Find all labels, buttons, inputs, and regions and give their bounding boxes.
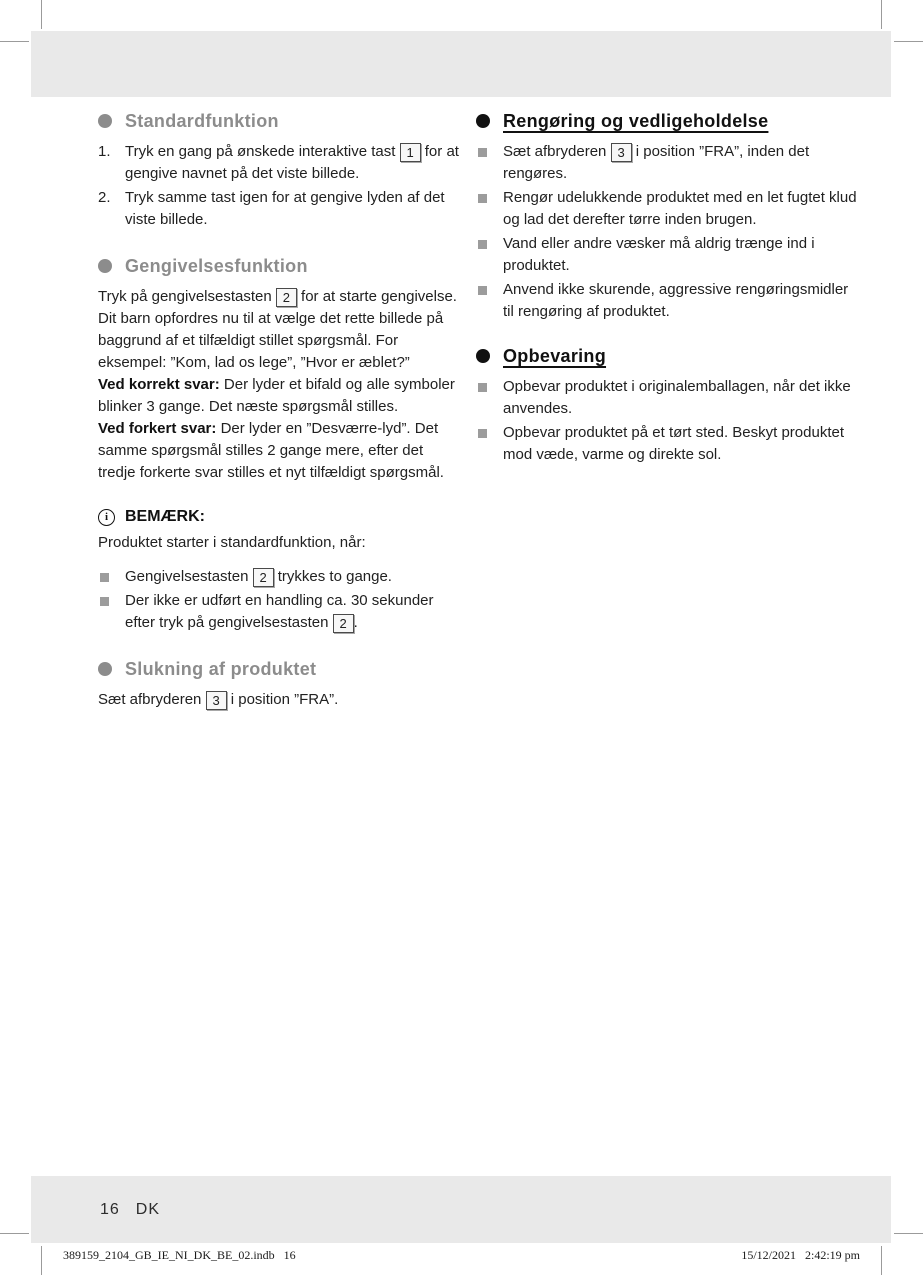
- column-right: [476, 110, 860, 468]
- section-title: Rengøring og vedligeholdelse: [503, 111, 769, 131]
- heading-bullet-icon: [476, 349, 490, 363]
- keycap-2: 2: [276, 288, 297, 307]
- section-title: Standardfunktion: [125, 111, 279, 131]
- section-heading-standardfunktion: [98, 110, 464, 132]
- language-code: DK: [135, 1200, 161, 1218]
- list-item: [476, 422, 860, 466]
- keycap-1: 1: [400, 143, 421, 162]
- section-heading-slukning: [98, 658, 464, 680]
- crop-mark-bottom-left-horizontal: [0, 1233, 29, 1234]
- list-item: [476, 279, 860, 323]
- note-heading: [98, 506, 464, 528]
- heading-bullet-icon: [98, 662, 112, 676]
- note-label: BEMÆRK:: [125, 508, 205, 525]
- header-band: [31, 31, 891, 97]
- crop-mark-top-left-horizontal: [0, 41, 29, 42]
- section-title: Slukning af produktet: [125, 659, 317, 679]
- heading-bullet-icon: [476, 114, 490, 128]
- crop-mark-top-right-horizontal: [894, 41, 923, 42]
- keycap-3: 3: [206, 691, 227, 710]
- keycap-3: 3: [611, 143, 632, 162]
- square-bullet-icon: [100, 573, 109, 582]
- square-bullet-icon: [478, 194, 487, 203]
- print-footer-left: 389159_2104_GB_IE_NI_DK_BE_02.indb 16: [63, 1248, 296, 1262]
- heading-bullet-icon: [98, 259, 112, 273]
- print-footer-right: 15/12/2021 2:42:19 pm: [741, 1248, 860, 1262]
- paragraph-gengivelse: Tryk på gengivelsestasten 2 for at starte gengivelse. Dit barn opfordres nu til at vælge det rette billede på baggrund af et tilfældigt stillet spørgsmål. For eksempel: ”Kom, lad os lege”, ”Hvor er æblet?”: [98, 288, 457, 371]
- list-item-text: Sæt afbryderen 3 i position ”FRA”, inden det rengøres.: [503, 143, 810, 182]
- list-item-text: Anvend ikke skurende, aggressive rengøringsmidler til rengøring af produktet.: [503, 281, 849, 320]
- section-title: Gengivelsesfunktion: [125, 256, 308, 276]
- wrong-answer-label: Ved forkert svar:: [98, 420, 217, 437]
- crop-mark-bottom-right-horizontal: [894, 1233, 923, 1234]
- list-item-text: Tryk en gang på ønskede interaktive tast 1 for at gengive navnet på det viste billede.: [125, 143, 459, 182]
- column-left: [98, 110, 464, 711]
- paragraph-slukning: Sæt afbryderen 3 i position ”FRA”.: [98, 691, 339, 708]
- square-bullet-icon: [100, 597, 109, 606]
- list-item-text: Der ikke er udført en handling ca. 30 sekunder efter tryk på gengivelsestasten 2 .: [125, 592, 434, 631]
- page-number: 16: [100, 1200, 120, 1218]
- list-item: [476, 187, 860, 231]
- section-heading-rengoring: [476, 110, 860, 132]
- crop-mark-top-right-vertical: [881, 0, 882, 29]
- crop-mark-top-left-vertical: [41, 0, 42, 29]
- note-bullet-list: [98, 566, 464, 634]
- list-item-text: Opbevar produktet i originalemballagen, når det ikke anvendes.: [503, 378, 851, 417]
- list-number: 2.: [98, 189, 111, 206]
- list-item: [476, 141, 860, 185]
- crop-mark-bottom-left-vertical: [41, 1246, 42, 1275]
- square-bullet-icon: [478, 383, 487, 392]
- list-item-text: Opbevar produktet på et tørt sted. Beskyt produktet mod væde, varme og direkte sol.: [503, 424, 845, 463]
- info-icon: i: [98, 509, 115, 526]
- square-bullet-icon: [478, 240, 487, 249]
- list-item-text: Tryk samme tast igen for at gengive lyden af det viste billede.: [125, 189, 445, 228]
- square-bullet-icon: [478, 286, 487, 295]
- list-item-text: Vand eller andre væsker må aldrig trænge ind i produktet.: [503, 235, 815, 274]
- list-item: [98, 590, 464, 634]
- list-number: 1.: [98, 143, 111, 160]
- crop-mark-bottom-right-vertical: [881, 1246, 882, 1275]
- list-item: [476, 233, 860, 277]
- list-item: [98, 566, 464, 588]
- list-item: [476, 376, 860, 420]
- heading-bullet-icon: [98, 114, 112, 128]
- ordered-list-item: [98, 141, 464, 185]
- keycap-2: 2: [333, 614, 354, 633]
- keycap-2: 2: [253, 568, 274, 587]
- list-item-text: Gengivelsestasten 2 trykkes to gange.: [125, 568, 392, 585]
- square-bullet-icon: [478, 429, 487, 438]
- section-heading-opbevaring: [476, 345, 860, 367]
- list-item-text: Rengør udelukkende produktet med en let fugtet klud og lad det derefter tørre inden brugen.: [503, 189, 857, 228]
- square-bullet-icon: [478, 148, 487, 157]
- paragraph-correct-answer: Ved korrekt svar: Der lyder et bifald og alle symboler blinker 3 gange. Det næste spørgsmål stilles.: [98, 376, 455, 415]
- paragraph-wrong-answer: Ved forkert svar: Der lyder en ”Desværre-lyd”. Det samme spørgsmål stilles 2 gange mere, efter det tredje forkerte svar stilles et nyt tilfældigt spørgsmål.: [98, 420, 444, 481]
- correct-answer-label: Ved korrekt svar:: [98, 376, 220, 393]
- section-title: Opbevaring: [503, 346, 607, 366]
- footer-band: [31, 1176, 891, 1243]
- note-intro: Produktet starter i standardfunktion, når:: [98, 534, 366, 551]
- section-heading-gengivelsesfunktion: [98, 255, 464, 277]
- ordered-list-item: [98, 187, 464, 231]
